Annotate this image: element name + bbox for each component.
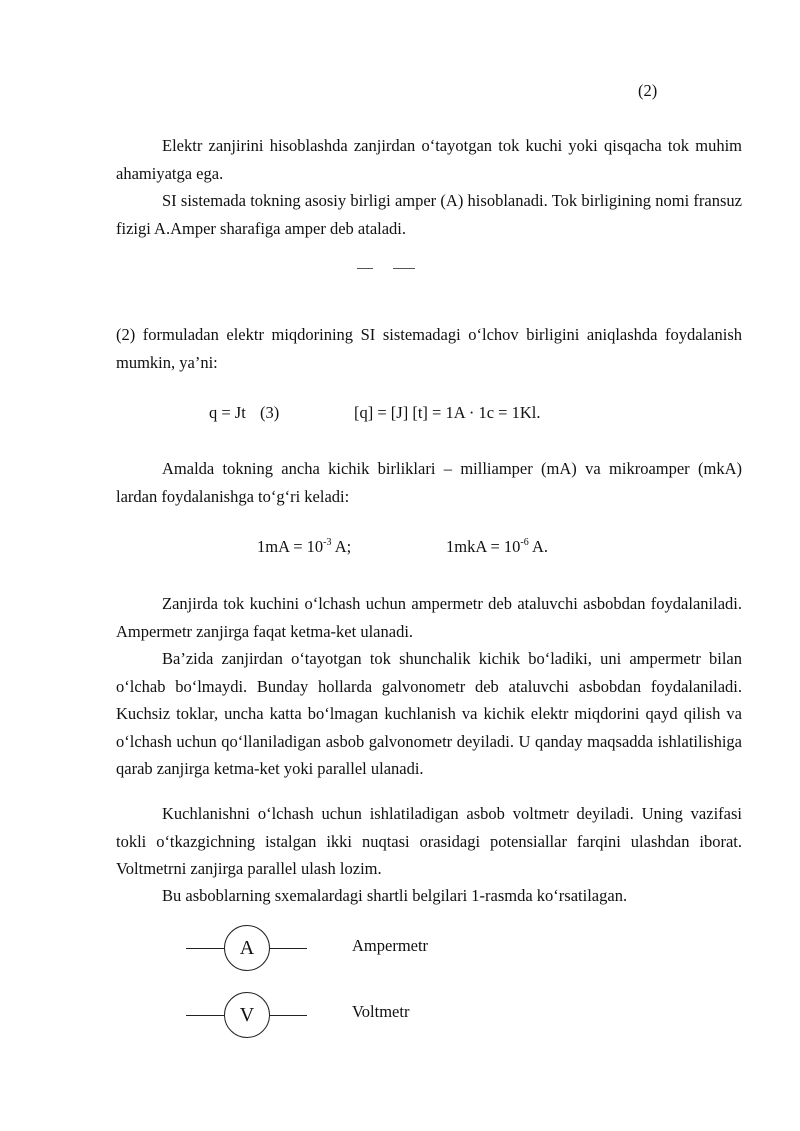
formula-fraction-line-right	[393, 268, 415, 269]
ammeter-wire-left	[186, 948, 228, 949]
voltmeter-label: Voltmetr	[352, 1002, 410, 1021]
paragraph-symbols-intro: Bu asboblarning sxemalardagi shartli belgilari 1-rasmda ko‘rsatilagan.	[162, 886, 628, 905]
formula-milliampere: $1mA = 10^{-3}$ A;	[257, 537, 352, 556]
ammeter-symbol-icon: A	[224, 925, 270, 971]
paragraph-current-importance: Elektr zanjirini hisoblashda zanjirdan o‘tayotgan tok kuchi yoki qisqacha tok muhim ahamiyatga ega.	[116, 136, 742, 183]
paragraph-ammeter: Zanjirda tok kuchini o‘lchash uchun ampermetr deb ataluvchi asbobdan foydalaniladi. Ampermetr zanjirga faqat ketma-ket ulanadi.	[116, 594, 742, 641]
formula-fraction-line-left	[357, 268, 373, 269]
ammeter-label: Ampermetr	[352, 936, 429, 955]
voltmeter-symbol-icon: V	[224, 992, 270, 1038]
formula-q-equals-jt: q = Jt	[209, 403, 246, 422]
ammeter-wire-right	[269, 948, 307, 949]
voltmeter-wire-right	[269, 1015, 307, 1016]
formula-number-3: (3)	[260, 403, 280, 422]
paragraph-voltmeter: Kuchlanishni o‘lchash uchun ishlatiladigan asbob voltmetr deyiladi. Uning vazifasi tokli o‘tkazgichning istalgan ikki nuqtasi orasidagi potensiallar farqini ulashdan iborat. Voltmetrni zanjirga parallel ulash lozim.	[116, 804, 742, 878]
voltmeter-wire-left	[186, 1015, 228, 1016]
paragraph-galvanometer: Ba’zida zanjirdan o‘tayotgan tok shunchalik kichik bo‘ladiki, uni ampermetr bilan o‘lchab bo‘lmaydi. Bunday hollarda galvonometr deb ataluvchi asbobdan foydalaniladi. Kuchsiz toklar, uncha katta bo‘lmagan kuchlanish va kichik elektr miqdorini qayd qilish va o‘lchash uchun qo‘llaniladigan asbob galvonometr deyiladi. U qanday maqsadda ishlatilishiga qarab zanjirga ketma-ket yoki parallel ulanadi.	[116, 649, 742, 778]
formula-microampere: $1mkA = 10^{-6}$ A.	[446, 537, 549, 556]
paragraph-si-unit-ampere: SI sistemada tokning asosiy birligi amper (A) hisoblanadi. Tok birligining nomi fransuz fizigi A.Amper sharafiga amper deb ataladi.	[116, 191, 742, 238]
formula-unit-derivation: [q] = [J] [t] = 1A · 1c = 1Kl.	[354, 403, 541, 422]
paragraph-formula-usage: (2) formuladan elektr miqdorining SI sistemadagi o‘lchov birligini aniqlashda foydalanish mumkin, ya’ni:	[116, 325, 742, 372]
equation-number-2: (2)	[638, 81, 658, 100]
paragraph-small-units: Amalda tokning ancha kichik birliklari – milliamper (mA) va mikroamper (mkA) lardan foydalanishga to‘g‘ri keladi:	[116, 459, 742, 506]
